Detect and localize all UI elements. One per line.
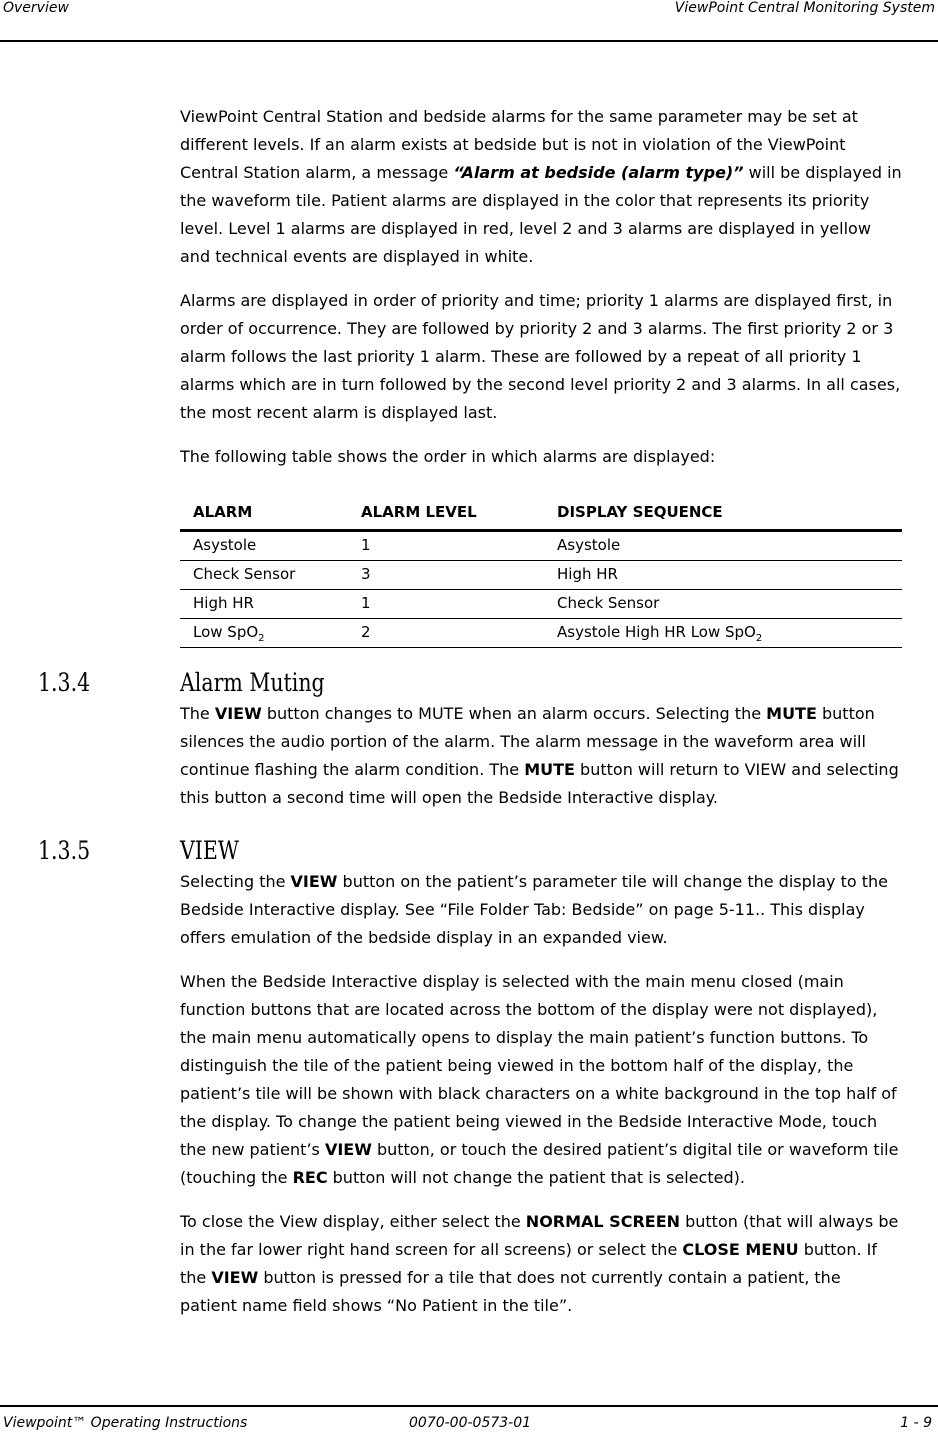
cell-sequence: Asystole [544,531,902,561]
footer-manual-title: Viewpoint™ Operating Instructions [3,1415,248,1431]
cell-sequence [544,619,902,648]
rec-button-ref: REC [292,1168,328,1187]
alarm-sequence-table [180,496,902,648]
footer-page-number: 1 - 9 [900,1415,932,1431]
column-header-display-sequence: DISPLAY SEQUENCE [544,496,902,531]
section-view [38,834,902,1320]
cell-alarm-subscript: 2 [258,633,265,644]
alarm-at-bedside-message: “Alarm at bedside (alarm type)” [453,163,744,182]
section-title: VIEW [180,836,239,865]
text: button will return to VIEW and selecting this button a second time will open the Bedside Interactive display. [180,760,899,807]
view-paragraph-2 [180,968,902,1192]
normal-screen-button-ref: NORMAL SCREEN [525,1212,681,1231]
intro-p1-text-end: will be displayed in the waveform tile. Patient alarms are displayed in the color that represents its priority level. Level 1 alarms are displayed in red, level 2 and 3 alarms are displayed in yellow and technical events are displayed in white. [180,163,902,266]
table-row [180,619,902,648]
text: button is pressed for a tile that does not currently contain a patient, the patient name field shows “No Patient in the tile”. [180,1268,841,1315]
text: button. If the [180,1240,877,1287]
close-menu-button-ref: CLOSE MENU [682,1240,799,1259]
view-paragraph-1 [180,868,902,952]
text: Selecting the [180,872,291,891]
section-title: Alarm Muting [180,668,325,697]
cell-level: 3 [348,561,544,590]
view-button-ref: VIEW [290,872,338,891]
cell-alarm [180,619,348,648]
cell-sequence: High HR [544,561,902,590]
cell-alarm: High HR [180,590,348,619]
table-row [180,561,902,590]
alarm-muting-paragraph [180,700,902,812]
cell-level: 1 [348,590,544,619]
table-row [180,531,902,561]
header-section-title: Overview [3,0,69,16]
view-button-ref: VIEW [211,1268,259,1287]
cell-alarm-text: Low SpO [193,623,259,641]
text: button will not change the patient that is selected). [327,1168,745,1187]
table-row [180,590,902,619]
text: button changes to MUTE when an alarm occurs. Selecting the [261,704,767,723]
page-header [0,0,938,42]
intro-paragraph-3: The following table shows the order in which alarms are displayed: [180,447,716,466]
section-alarm-muting [38,666,902,812]
intro-paragraph-1 [180,103,902,271]
mute-button-ref: MUTE [766,704,817,723]
mute-button-ref: MUTE [524,760,575,779]
page-body [38,103,902,1336]
cell-alarm: Check Sensor [180,561,348,590]
text: button on the patient’s parameter tile will change the display to the Bedside Interactive display. See “File Folder Tab: Bedside” on page 5-11.. This display offers emulation of the bedside display in an expanded view. [180,872,888,947]
cell-sequence-subscript: 2 [755,633,763,644]
text: The [180,704,215,723]
table-header-row [180,496,902,531]
cell-sequence: Check Sensor [544,590,902,619]
intro-p1-text: ViewPoint Central Station and bedside alarms for the same parameter may be set at different levels. If an alarm exists at bedside but is not in violation of the ViewPoint Central Station alarm, a message [180,107,858,182]
text: button, or touch the desired patient’s digital tile or waveform tile (touching the [180,1140,899,1187]
view-button-ref: VIEW [214,704,262,723]
intro-paragraph-2: Alarms are displayed in order of priority and time; priority 1 alarms are displayed first, in order of occurrence. They are followed by priority 2 and 3 alarms. The first priority 2 or 3 alarm follows the last priority 1 alarm. These are followed by a repeat of all priority 1 alarms which are in turn followed by the second level priority 2 and 3 alarms. In all cases, the most recent alarm is displayed last. [180,291,901,422]
section-number: 1.3.5 [38,836,91,865]
column-header-alarm-level: ALARM LEVEL [348,496,544,531]
text: To close the View display, either select the [180,1212,526,1231]
header-document-title: ViewPoint Central Monitoring System [674,0,935,16]
text: button (that will always be in the far lower right hand screen for all screens) or select the [180,1212,899,1259]
view-paragraph-3 [180,1208,902,1320]
column-header-alarm: ALARM [180,496,348,531]
footer-part-number: 0070-00-0573-01 [409,1415,532,1431]
cell-level: 2 [348,619,544,648]
text: When the Bedside Interactive display is selected with the main menu closed (main function buttons that are located across the bottom of the display were not displayed), the main menu automatically opens to display the main patient’s function buttons. To distinguish the tile of the patient being viewed in the bottom half of the display, the patient’s tile will be shown with black characters on a white background in the top half of the display. To change the patient being viewed in the Bedside Interactive Mode, touch the new patient’s [180,972,897,1159]
page-footer [0,1405,938,1437]
view-button-ref: VIEW [324,1140,372,1159]
section-number: 1.3.4 [38,668,91,697]
cell-alarm: Asystole [180,531,348,561]
cell-level: 1 [348,531,544,561]
cell-sequence-text: Asystole High HR Low SpO [557,623,756,641]
text: button silences the audio portion of the alarm. The alarm message in the waveform area will continue flashing the alarm condition. The [180,704,875,779]
